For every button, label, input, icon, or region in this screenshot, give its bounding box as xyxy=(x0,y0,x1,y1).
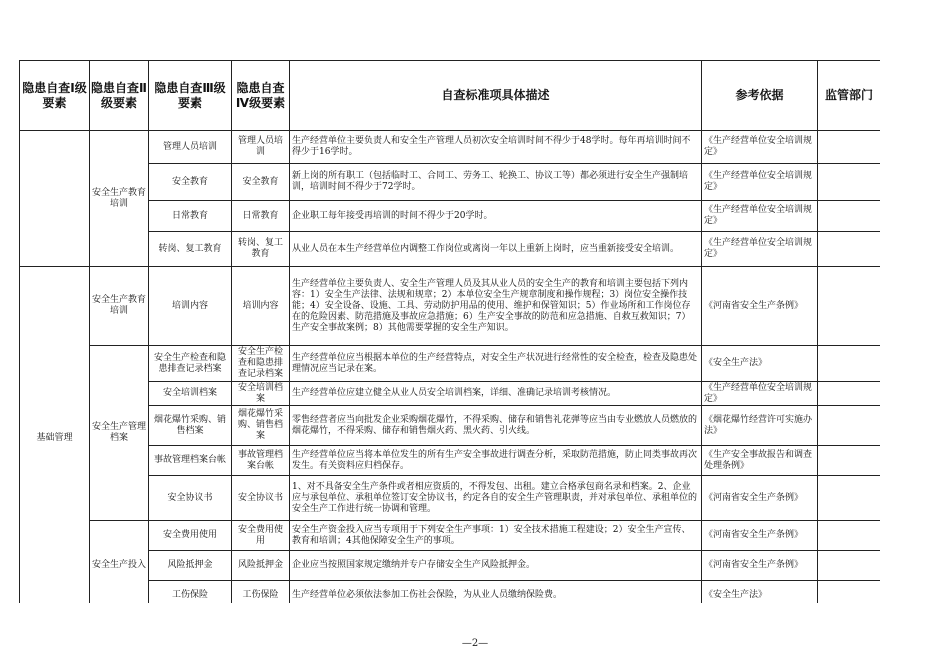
row-level4: 安全培训档案 xyxy=(232,382,290,406)
row-basis: 《河南省安全生产条例》 xyxy=(702,476,818,521)
row-description: 新上岗的所有职工（包括临时工、合同工、劳务工、轮换工、协议工等）都必须进行安全生产强制培训，培训时间不得少于72学时。 xyxy=(290,164,702,201)
row-level3: 工伤保险 xyxy=(149,581,232,604)
table-row xyxy=(20,346,881,382)
row-level3: 安全教育 xyxy=(149,164,232,201)
row-description: 企业应当按照国家规定缴纳并专户存储安全生产风险抵押金。 xyxy=(290,551,702,581)
row-description: 生产经营单位主要负责人和安全生产管理人员初次安全培训时间不得少于48学时。每年再培训时间不得少于16学时。 xyxy=(290,131,702,164)
group-edu-training-2: 安全生产教育培训 xyxy=(90,267,149,346)
row-level4: 转岗、复工教育 xyxy=(232,232,290,267)
row-level4: 培训内容 xyxy=(232,267,290,346)
header-level1: 隐患自查Ⅰ级要素 xyxy=(20,61,90,131)
row-level4: 安全生产检查和隐患排查记录档案 xyxy=(232,346,290,382)
row-level4: 风险抵押金 xyxy=(232,551,290,581)
row-department xyxy=(818,406,881,446)
row-basis: 《生产安全事故报告和调查处理条例》 xyxy=(702,446,818,476)
spreadsheet-page xyxy=(19,60,880,603)
group-edu-training-1: 安全生产教育培训 xyxy=(90,131,149,267)
row-level3: 培训内容 xyxy=(149,267,232,346)
row-level4: 管理人员培训 xyxy=(232,131,290,164)
header-level2: 隐患自查Ⅱ级要素 xyxy=(90,61,149,131)
row-level3: 安全费用使用 xyxy=(149,521,232,551)
row-basis: 《河南省安全生产条例》 xyxy=(702,267,818,346)
row-basis: 《生产经营单位安全培训规定》 xyxy=(702,382,818,406)
group-investment: 安全生产投入 xyxy=(90,521,149,604)
row-description: 生产经营单位必须依法参加工伤社会保险，为从业人员缴纳保险费。 xyxy=(290,581,702,604)
table-row xyxy=(20,406,881,446)
row-department xyxy=(818,267,881,346)
row-basis: 《生产经营单位安全培训规定》 xyxy=(702,201,818,232)
row-basis: 《生产经营单位安全培训规定》 xyxy=(702,131,818,164)
row-department xyxy=(818,131,881,164)
header-description: 自查标准项具体描述 xyxy=(290,61,702,131)
row-level3: 日常教育 xyxy=(149,201,232,232)
row-department xyxy=(818,232,881,267)
row-department xyxy=(818,382,881,406)
row-level3: 烟花爆竹采购、销售档案 xyxy=(149,406,232,446)
row-description: 生产经营单位主要负责人、安全生产管理人员及其从业人员的安全生产的教育和培训主要包括下列内容：1）安全生产法律、法规和规章；2）本单位安全生产规章制度和操作规程；3）岗位安全操作技能；4）安全设备、设施、工具、劳动防护用品的使用、维护和保管知识；5）作业场所和工作岗位存在的危险因素、防范措施及事故应急措施；6）生产安全事故的防范和应急措施、自救互救知识；7）生产安全事故案例；8）其他需要掌握的安全生产知识。 xyxy=(290,267,702,346)
header-basis: 参考依据 xyxy=(702,61,818,131)
table-row xyxy=(20,446,881,476)
level1-cell-empty xyxy=(20,131,90,267)
group-archive: 安全生产管理档案 xyxy=(90,346,149,521)
row-department xyxy=(818,521,881,551)
row-level3: 转岗、复工教育 xyxy=(149,232,232,267)
group-base-management: 基础管理 xyxy=(20,267,90,604)
row-description: 1、对不具备安全生产条件或者相应资质的，不得发包、出租。建立合格承包商名录和档案。2、企业应与承包单位、承租单位签订安全协议书，约定各自的安全生产管理职责，并对承包单位、承租单位的安全生产工作进行统一协调和管理。 xyxy=(290,476,702,521)
hazard-checklist-table xyxy=(19,60,880,603)
row-description: 生产经营单位应当根据本单位的生产经营特点，对安全生产状况进行经常性的安全检查，检查及隐患处理情况应当记录在案。 xyxy=(290,346,702,382)
row-department xyxy=(818,201,881,232)
row-level3: 管理人员培训 xyxy=(149,131,232,164)
table-row xyxy=(20,267,881,346)
table-row xyxy=(20,551,881,581)
row-level4: 工伤保险 xyxy=(232,581,290,604)
row-level4: 安全教育 xyxy=(232,164,290,201)
table-row xyxy=(20,382,881,406)
page-number: —2— xyxy=(461,638,489,649)
row-basis: 《安全生产法》 xyxy=(702,581,818,604)
row-level4: 事故管理档案台帐 xyxy=(232,446,290,476)
row-level3: 事故管理档案台帐 xyxy=(149,446,232,476)
table-row xyxy=(20,164,881,201)
row-description: 生产经营单位应建立健全从业人员安全培训档案，详细、准确记录培训考核情况。 xyxy=(290,382,702,406)
row-department xyxy=(818,476,881,521)
row-description: 企业职工每年接受再培训的时间不得少于20学时。 xyxy=(290,201,702,232)
header-department: 监管部门 xyxy=(818,61,881,131)
row-basis: 《安全生产法》 xyxy=(702,346,818,382)
table-row xyxy=(20,476,881,521)
row-level4: 烟花爆竹采购、销售档案 xyxy=(232,406,290,446)
row-description: 从业人员在本生产经营单位内调整工作岗位或离岗一年以上重新上岗时，应当重新接受安全培训。 xyxy=(290,232,702,267)
row-basis: 《生产经营单位安全培训规定》 xyxy=(702,232,818,267)
row-department xyxy=(818,164,881,201)
table-row xyxy=(20,232,881,267)
row-level3: 风险抵押金 xyxy=(149,551,232,581)
row-basis: 《生产经营单位安全培训规定》 xyxy=(702,164,818,201)
row-level3: 安全生产检查和隐患排查记录档案 xyxy=(149,346,232,382)
header-row xyxy=(20,61,881,131)
row-basis: 《烟花爆竹经营许可实施办法》 xyxy=(702,406,818,446)
row-description: 零售经营者应当向批发企业采购烟花爆竹，不得采购、储存和销售礼花弹等应当由专业燃放人员燃放的烟花爆竹，不得采购、储存和销售烟火药、黑火药、引火线。 xyxy=(290,406,702,446)
row-level4: 日常教育 xyxy=(232,201,290,232)
row-level3: 安全培训档案 xyxy=(149,382,232,406)
table-row xyxy=(20,521,881,551)
row-description: 生产经营单位应当将本单位发生的所有生产安全事故进行调查分析，采取防范措施，防止同类事故再次发生。有关资料应归档保存。 xyxy=(290,446,702,476)
table-row xyxy=(20,581,881,604)
table-row xyxy=(20,201,881,232)
row-description: 安全生产资金投入应当专项用于下列安全生产事项：1）安全技术措施工程建设；2）安全生产宣传、教育和培训；4其他保障安全生产的事项。 xyxy=(290,521,702,551)
row-department xyxy=(818,581,881,604)
row-basis: 《河南省安全生产条例》 xyxy=(702,521,818,551)
row-department xyxy=(818,551,881,581)
row-department xyxy=(818,346,881,382)
row-basis: 《河南省安全生产条例》 xyxy=(702,551,818,581)
row-level4: 安全费用使用 xyxy=(232,521,290,551)
header-level3: 隐患自查Ⅲ级要素 xyxy=(149,61,232,131)
table-row xyxy=(20,131,881,164)
row-department xyxy=(818,446,881,476)
row-level4: 安全协议书 xyxy=(232,476,290,521)
header-level4: 隐患自查Ⅳ级要素 xyxy=(232,61,290,131)
row-level3: 安全协议书 xyxy=(149,476,232,521)
